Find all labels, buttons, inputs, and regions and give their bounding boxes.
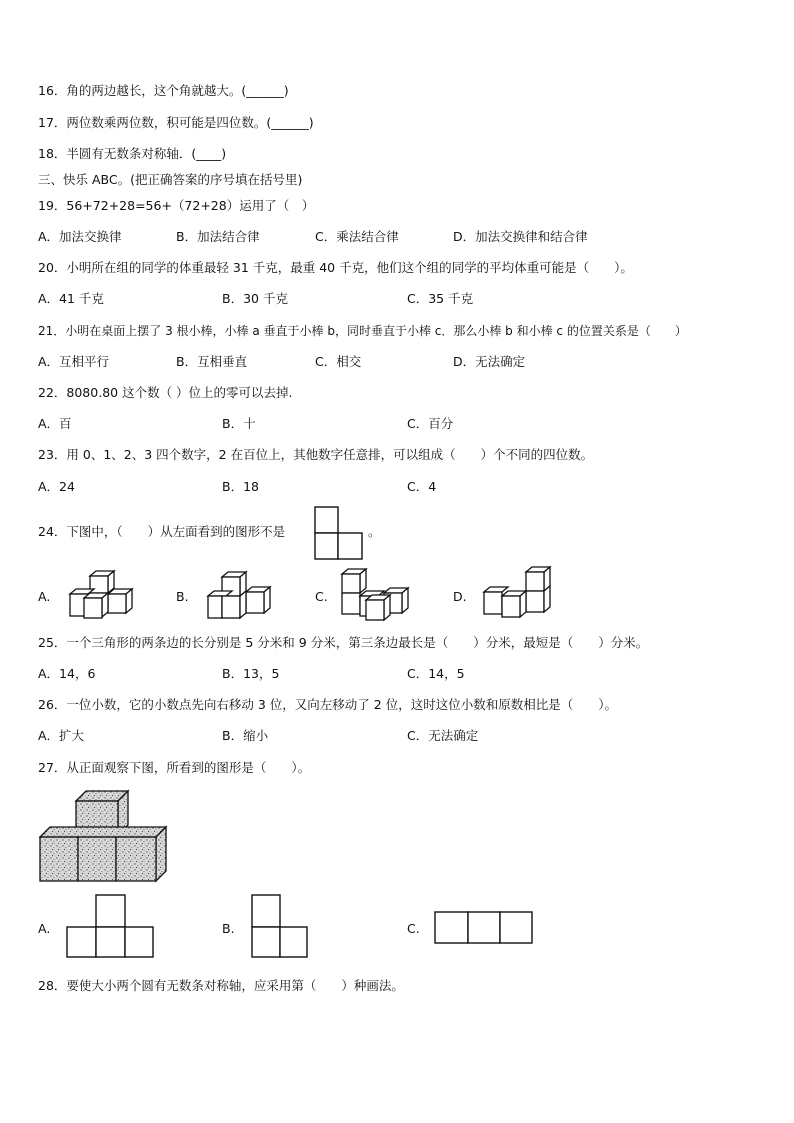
q21-option-d: D．无法确定	[453, 354, 526, 369]
q19-option-a: A．加法交换律	[38, 229, 122, 244]
q24-option-a-cubes	[68, 568, 142, 622]
q22-option-c: C．百分	[407, 416, 454, 431]
q25-option-b: B．13，5	[222, 666, 280, 681]
q25-option-a: A．14，6	[38, 666, 96, 681]
q27-cube-figure	[38, 785, 173, 885]
q25-option-c: C．14，5	[407, 666, 465, 681]
q27-option-c-figure	[433, 910, 535, 946]
q27-option-c-label: C.	[407, 921, 420, 936]
q27-option-b-figure	[250, 893, 310, 959]
q23-option-b: B．18	[222, 479, 259, 494]
q26-option-b: B．缩小	[222, 728, 269, 743]
section3-heading: 三、快乐 ABC。(把正确答案的序号填在括号里)	[38, 172, 303, 187]
q24-option-b-cubes	[206, 570, 280, 622]
q26-option-c: C．无法确定	[407, 728, 479, 743]
q28-text: 28．要使大小两个圆有无数条对称轴，应采用第（ ）种画法。	[38, 978, 404, 993]
q18-text: 18．半圆有无数条对称轴．(____)	[38, 146, 227, 161]
q19-text: 19．56+72+28=56+（72+28）运用了（ ）	[38, 198, 315, 213]
q27-option-a-figure	[65, 893, 155, 959]
q23-option-a: A．24	[38, 479, 75, 494]
q17-text: 17．两位数乘两位数，积可能是四位数。(______)	[38, 115, 314, 130]
q20-text: 20．小明所在组的同学的体重最轻 31 千克，最重 40 千克，他们这个组的同学的平均体重可能是（ ）。	[38, 260, 633, 275]
q24-option-c-cubes	[340, 566, 416, 624]
q24-text-end: 。	[368, 524, 381, 539]
q24-text: 24．下图中，（ ）从左面看到的图形不是	[38, 524, 286, 539]
q22-option-a: A．百	[38, 416, 72, 431]
q27-option-a-label: A.	[38, 921, 51, 936]
q27-option-b-label: B.	[222, 921, 235, 936]
q16-text: 16．角的两边越长，这个角就越大。(______)	[38, 83, 289, 98]
q24-option-d-label: D.	[453, 589, 467, 604]
q24-left-view-figure	[314, 506, 364, 560]
q20-option-b: B．30 千克	[222, 291, 288, 306]
q26-text: 26．一位小数，它的小数点先向右移动 3 位，又向左移动了 2 位，这时这位小数和原数相比是（ ）。	[38, 697, 617, 712]
q22-text: 22．8080.80 这个数（ ）位上的零可以去掉.	[38, 385, 293, 400]
q21-option-b: B．互相垂直	[176, 354, 248, 369]
q25-text: 25．一个三角形的两条边的长分别是 5 分米和 9 分米，第三条边最长是（ ）分米，最短是（ ）分米。	[38, 635, 649, 650]
q23-text: 23．用 0、1、2、3 四个数字，2 在百位上，其他数字任意排，可以组成（ ）个不同的四位数。	[38, 447, 594, 462]
q20-option-a: A．41 千克	[38, 291, 104, 306]
q19-option-c: C．乘法结合律	[315, 229, 399, 244]
q21-text: 21．小明在桌面上摆了 3 根小棒，小棒 a 垂直于小棒 b，同时垂直于小棒 c．那么小棒 b 和小棒 c 的位置关系是（ ）	[38, 324, 687, 338]
q24-option-a-label: A.	[38, 589, 51, 604]
q21-option-c: C．相交	[315, 354, 362, 369]
q22-option-b: B．十	[222, 416, 256, 431]
q19-option-b: B．加法结合律	[176, 229, 260, 244]
q27-text: 27．从正面观察下图，所看到的图形是（ ）。	[38, 760, 311, 775]
q26-option-a: A．扩大	[38, 728, 85, 743]
q21-option-a: A．互相平行	[38, 354, 110, 369]
q24-option-d-cubes	[482, 566, 558, 622]
q20-option-c: C．35 千克	[407, 291, 474, 306]
q19-option-d: D．加法交换律和结合律	[453, 229, 588, 244]
q23-option-c: C．4	[407, 479, 437, 494]
q24-option-c-label: C.	[315, 589, 328, 604]
q24-option-b-label: B.	[176, 589, 189, 604]
